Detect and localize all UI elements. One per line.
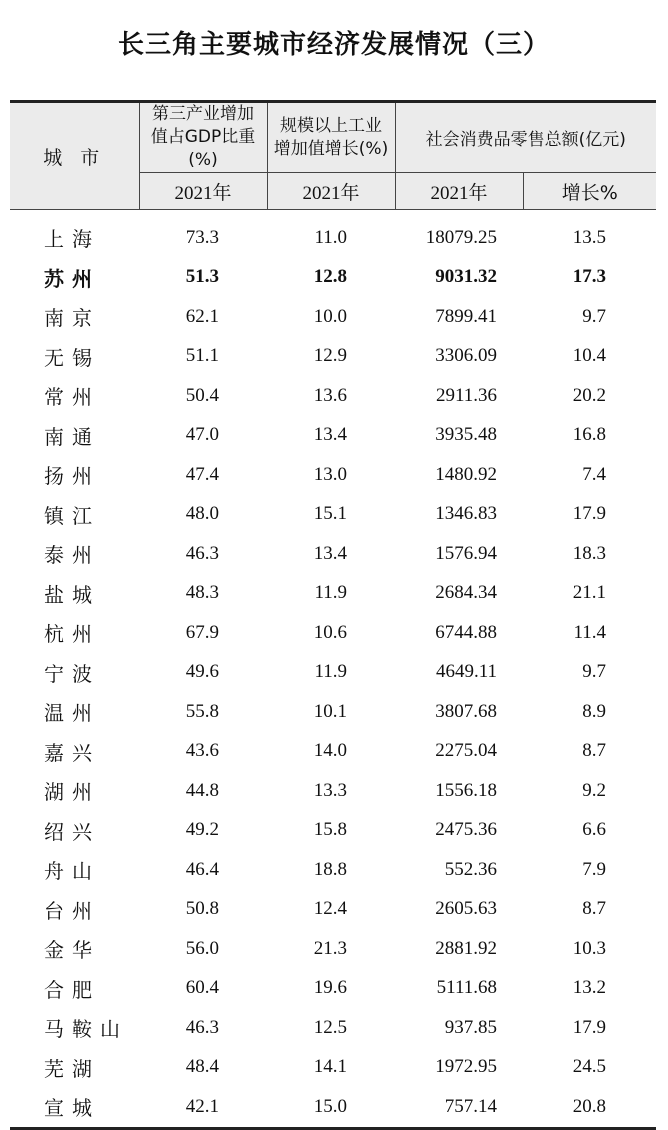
retail-growth-cell: 9.2 [582,779,607,801]
industry-growth-cell: 14.0 [313,740,347,762]
city-cell: 湖州 [44,780,100,805]
header-tertiary-line2: 值占GDP比重(%) [150,127,256,170]
tertiary-share-cell: 47.0 [185,424,219,446]
table-header [10,102,656,210]
city-cell: 合肥 [44,977,100,1002]
tertiary-share-cell: 51.1 [185,345,219,367]
retail-growth-cell: 24.5 [572,1056,607,1078]
retail-growth-cell: 8.7 [582,740,607,762]
city-cell: 绍兴 [44,819,100,844]
tertiary-share-cell: 43.6 [185,740,219,762]
tertiary-share-cell: 56.0 [185,937,219,959]
retail-growth-cell: 8.9 [582,700,607,722]
retail-growth-cell: 9.7 [582,661,607,683]
retail-sales-cell: 1480.92 [435,463,497,485]
city-cell: 镇江 [44,503,100,528]
table-row [10,653,656,693]
header-industry-growth [267,102,395,173]
tertiary-share-cell: 51.3 [185,266,219,288]
retail-sales-cell: 2475.36 [435,819,497,841]
city-cell: 常州 [44,385,100,410]
industry-growth-cell: 13.4 [313,424,347,446]
table-row [10,416,656,456]
table-row [10,376,656,416]
table-row [10,1008,656,1048]
retail-growth-cell: 10.4 [572,345,607,367]
industry-growth-cell: 10.1 [313,700,347,722]
retail-sales-cell: 6744.88 [435,621,497,643]
table-body [10,210,656,1129]
tertiary-share-cell: 46.3 [185,1016,219,1038]
table-row [10,613,656,653]
tertiary-share-cell: 49.6 [185,661,219,683]
city-cell: 泰州 [44,543,100,568]
tertiary-share-cell: 55.8 [185,700,219,722]
table-row [10,1048,656,1088]
retail-sales-cell: 5111.68 [436,977,497,999]
retail-growth-cell: 17.3 [572,266,607,288]
header-industry-line1: 规模以上工业 [280,115,382,136]
table-row [10,297,656,337]
retail-sales-cell: 9031.32 [435,266,497,288]
table-row [10,210,656,258]
retail-sales-cell: 1346.83 [435,503,497,525]
industry-growth-cell: 15.8 [313,819,347,841]
retail-sales-cell: 757.14 [444,1095,497,1117]
header-row-1 [10,102,656,173]
city-cell: 嘉兴 [44,740,100,765]
retail-sales-cell: 552.36 [444,858,497,880]
city-cell: 无锡 [44,345,100,370]
retail-sales-cell: 7899.41 [435,305,497,327]
retail-sales-cell: 2275.04 [435,740,497,762]
city-cell: 台州 [44,898,100,923]
retail-sales-cell: 3935.48 [435,424,497,446]
city-cell: 宣城 [44,1096,100,1121]
table-row [10,495,656,535]
industry-growth-cell: 15.0 [313,1095,347,1117]
retail-sales-cell: 18079.25 [425,226,497,248]
industry-growth-cell: 13.6 [313,384,347,406]
retail-growth-cell: 13.5 [572,226,607,248]
tertiary-share-cell: 48.3 [185,582,219,604]
city-cell: 扬州 [44,464,100,489]
retail-growth-cell: 20.2 [572,384,607,406]
retail-growth-cell: 18.3 [572,542,607,564]
industry-growth-cell: 18.8 [313,858,347,880]
industry-growth-cell: 10.0 [313,305,347,327]
retail-growth-cell: 7.4 [582,463,607,485]
retail-growth-cell: 7.9 [582,858,607,880]
industry-growth-cell: 21.3 [313,937,347,959]
city-cell: 温州 [44,701,100,726]
city-cell: 南通 [44,424,100,449]
table-row [10,771,656,811]
table-row [10,890,656,930]
tertiary-share-cell: 46.3 [185,542,219,564]
table-row [10,692,656,732]
industry-growth-cell: 13.3 [313,779,347,801]
retail-sales-cell: 2881.92 [435,937,497,959]
tertiary-share-cell: 46.4 [185,858,219,880]
city-cell: 金华 [44,938,100,963]
retail-sales-cell: 2684.34 [435,582,497,604]
industry-growth-cell: 14.1 [313,1056,347,1078]
tertiary-share-cell: 73.3 [185,226,219,248]
industry-growth-cell: 13.4 [313,542,347,564]
retail-sales-cell: 937.85 [444,1016,497,1038]
retail-growth-cell: 11.4 [573,621,607,643]
header-city: 城 市 [10,102,139,210]
industry-growth-cell: 13.0 [313,463,347,485]
table-row [10,969,656,1009]
industry-growth-cell: 19.6 [313,977,347,999]
tertiary-share-cell: 48.4 [185,1056,219,1078]
retail-growth-cell: 16.8 [572,424,607,446]
city-cell: 南京 [44,306,100,331]
retail-sales-cell: 4649.11 [435,661,497,683]
retail-sales-cell: 3306.09 [435,345,497,367]
retail-growth-cell: 6.6 [582,819,607,841]
table-row [10,1087,656,1128]
city-cell: 芜湖 [44,1056,100,1081]
header-tertiary-share [139,102,267,173]
industry-growth-cell: 11.9 [314,582,347,604]
header-tertiary-line1: 第三产业增加 [152,104,254,124]
tertiary-share-cell: 48.0 [185,503,219,525]
industry-growth-cell: 11.9 [314,661,347,683]
industry-growth-cell: 10.6 [313,621,347,643]
retail-sales-cell: 1972.95 [435,1056,497,1078]
industry-growth-cell: 15.1 [313,503,347,525]
tertiary-share-cell: 50.8 [185,898,219,920]
table-row [10,732,656,772]
table-row [10,337,656,377]
retail-sales-cell: 1576.94 [435,542,497,564]
retail-sales-cell: 2911.36 [435,384,497,406]
industry-growth-cell: 12.8 [313,266,347,288]
retail-growth-cell: 17.9 [572,1016,607,1038]
table-row [10,534,656,574]
retail-growth-cell: 21.1 [572,582,607,604]
city-cell: 苏州 [44,266,100,291]
retail-sales-cell: 3807.68 [435,700,497,722]
tertiary-share-cell: 62.1 [185,305,219,327]
header-retail-growth: 增长% [523,173,656,210]
city-cell: 宁波 [44,661,100,686]
data-table-container [10,100,656,1130]
city-cell: 上海 [44,227,100,252]
retail-growth-cell: 17.9 [572,503,607,525]
retail-sales-cell: 2605.63 [435,898,497,920]
header-retail-sales: 社会消费品零售总额(亿元) [395,102,656,173]
tertiary-share-cell: 47.4 [185,463,219,485]
header-year-1: 2021年 [139,173,267,210]
table-row [10,258,656,298]
retail-growth-cell: 8.7 [582,898,607,920]
table-row [10,929,656,969]
header-year-3: 2021年 [395,173,523,210]
industry-growth-cell: 11.0 [314,226,347,248]
economic-data-table [10,100,656,1130]
tertiary-share-cell: 49.2 [185,819,219,841]
retail-growth-cell: 20.8 [572,1095,607,1117]
tertiary-share-cell: 60.4 [185,977,219,999]
header-industry-line2: 增加值增长(%) [273,138,389,159]
page-title: 长三角主要城市经济发展情况（三） [117,30,550,60]
city-cell: 盐城 [44,582,100,607]
retail-sales-cell: 1556.18 [435,779,497,801]
table-row [10,574,656,614]
tertiary-share-cell: 44.8 [185,779,219,801]
industry-growth-cell: 12.5 [313,1016,347,1038]
city-cell: 杭州 [44,622,100,647]
industry-growth-cell: 12.4 [313,898,347,920]
tertiary-share-cell: 67.9 [185,621,219,643]
table-row [10,850,656,890]
retail-growth-cell: 13.2 [572,977,607,999]
header-year-2: 2021年 [267,173,395,210]
table-row [10,455,656,495]
retail-growth-cell: 9.7 [582,305,607,327]
city-cell: 舟山 [44,859,100,884]
industry-growth-cell: 12.9 [313,345,347,367]
city-cell: 马鞍山 [44,1017,128,1042]
table-row [10,811,656,851]
tertiary-share-cell: 50.4 [185,384,219,406]
tertiary-share-cell: 42.1 [185,1095,219,1117]
retail-growth-cell: 10.3 [572,937,607,959]
